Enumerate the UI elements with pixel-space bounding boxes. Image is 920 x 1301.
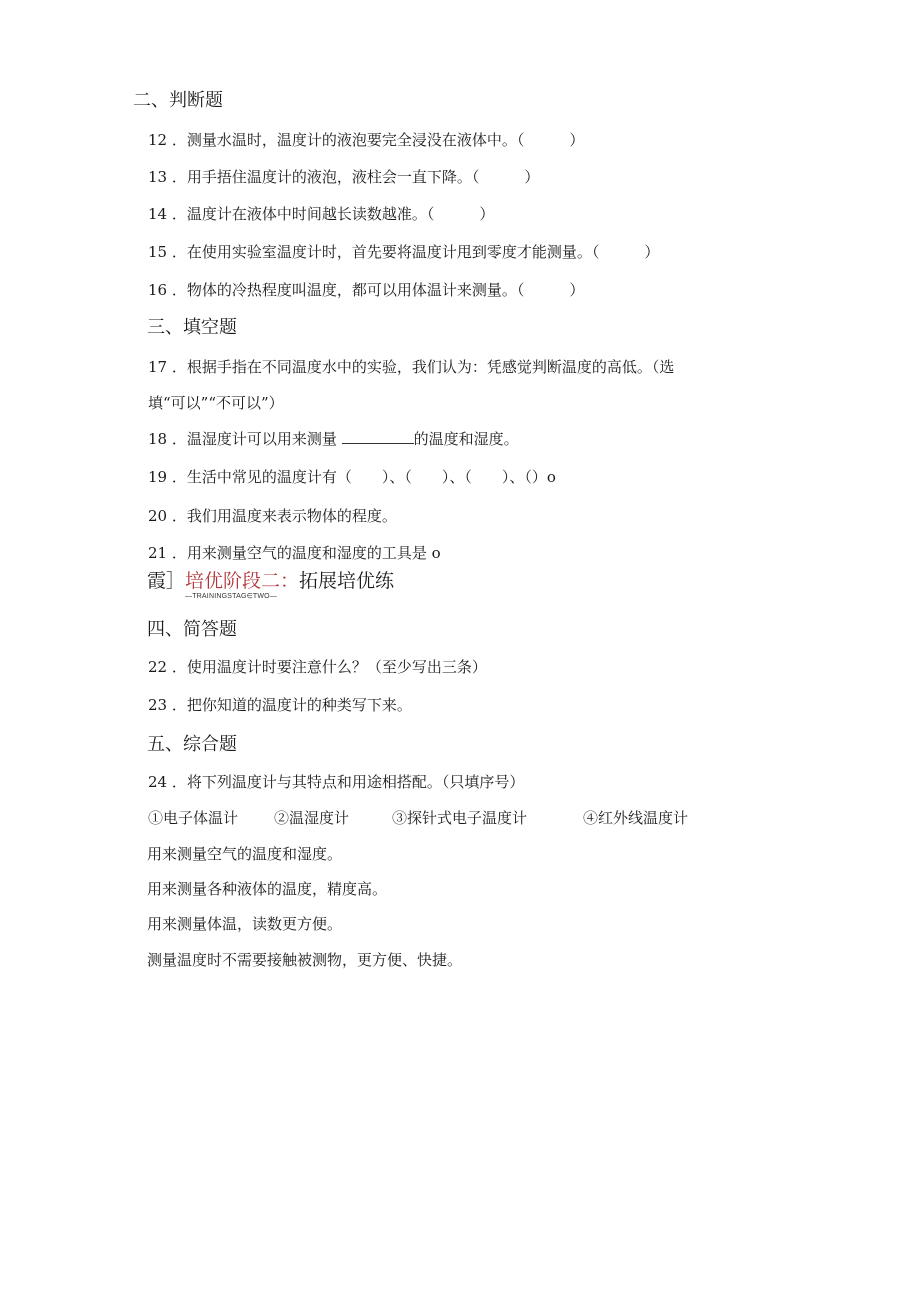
- section-judgement-title: 二、判断题: [133, 90, 223, 111]
- question-16: 16 ．物体的冷热程度叫温度，都可以用体温计来测量。（ ）: [148, 281, 585, 299]
- use-description-2: 用来测量各种液体的温度，精度高。: [147, 880, 388, 898]
- question-18-text-after: 的温度和湿度。: [413, 430, 519, 448]
- question-17-line2: 填“可以”“不可以”）: [148, 394, 284, 412]
- option-4: ④红外线温度计: [583, 809, 689, 827]
- option-2: ②温湿度计: [274, 809, 350, 827]
- stage-title-dark: 拓展培优练: [299, 570, 395, 592]
- answer-blank: [342, 429, 414, 444]
- use-description-4: 测量温度时不需要接触被测物，更方便、快捷。: [147, 951, 463, 969]
- section-fill-blank-title: 三、填空题: [147, 317, 237, 338]
- question-18: [148, 429, 519, 449]
- question-22: 22 ．使用温度计时要注意什么？（至少写出三条）: [148, 658, 487, 676]
- section-comprehensive-title: 五、综合题: [147, 734, 237, 755]
- question-23: 23 ．把你知道的温度计的种类写下来。: [148, 696, 412, 714]
- question-19: 19 ．生活中常见的温度计有（ ）、（ ）、（ ）、（）o: [148, 468, 556, 486]
- question-18-text-before: 18 ．温湿度计可以用来测量: [148, 430, 337, 448]
- option-1: ①电子体温计: [148, 809, 239, 827]
- option-3: ③探针式电子温度计: [392, 809, 528, 827]
- stage-title-red: 培优阶段二：: [185, 570, 300, 592]
- stage-subtitle: —TRAININGSTAG∈TWO—: [185, 593, 278, 600]
- question-20: 20 ．我们用温度来表示物体的程度。: [148, 507, 397, 525]
- question-24: 24 ．将下列温度计与其特点和用途相搭配。（只填序号）: [148, 773, 525, 791]
- use-description-1: 用来测量空气的温度和湿度。: [147, 845, 343, 863]
- question-14: 14 ．温度计在液体中时间越长读数越准。（ ）: [148, 205, 495, 223]
- question-17-line1: 17 ．根据手指在不同温度水中的实验，我们认为：凭感觉判断温度的高低。（选: [148, 358, 675, 376]
- use-description-3: 用来测量体温，读数更方便。: [147, 915, 343, 933]
- question-21: 21 ．用来测量空气的温度和湿度的工具是 o: [148, 544, 441, 562]
- question-13: 13 ．用手捂住温度计的液泡，液柱会一直下降。（ ）: [148, 168, 540, 186]
- question-12: 12 ．测量水温时，温度计的液泡要完全浸没在液体中。（ ）: [148, 131, 585, 149]
- training-stage-banner: [147, 566, 394, 600]
- stage-badge: 霞］: [147, 570, 186, 592]
- section-short-answer-title: 四、简答题: [147, 619, 237, 640]
- question-15: 15 ．在使用实验室温度计时，首先要将温度计甩到零度才能测量。（ ）: [148, 243, 660, 261]
